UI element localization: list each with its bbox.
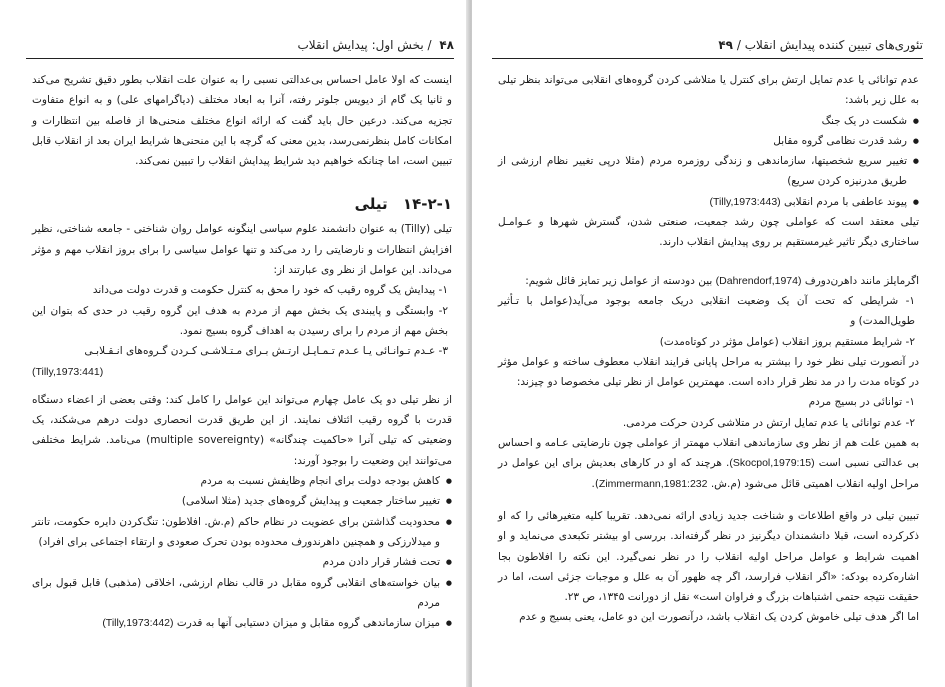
right-paragraph-3: در آنصورت تیلی نظر خود را بیشتر به مراحل پایانی فرایند انقلاب معطوف ساخته و عوامل مؤثر در کوتاه مدت را در مد نظر قرار داده است. مهمترین عوامل از نظر تیلی مخصوصا دو چیزند: xyxy=(498,355,919,389)
section-title: تیلی xyxy=(354,195,388,214)
right-page-body xyxy=(498,70,919,628)
right-paragraph-1: تیلی معتقد است که عواملی چون رشد جمعیت، صنعتی شدن، گسترش شهرها و عـوامـل ساختاری دیگر تاثیر غیرمستقیم بر روی پیدایش انقلاب دارند. xyxy=(498,216,919,249)
factor-type-item: ۲- شرایط مستقیم بروز انقلاب (عوامل مؤثر در کوتاه‌مدت) xyxy=(659,335,915,348)
condition-bullet: ● تحت فشار قرار دادن مردم xyxy=(32,552,452,572)
condition-bullet xyxy=(32,613,452,633)
condition-bullet: ● محدودیت گذاشتن برای عضویت در نظام حاکم (م.ش. افلاطون: تنگ‌کردن دایره حکومت، تانتر و میدلارزکی و همچنین داهرندورف محدوده بودن تحرک صعودی و ارتقاء اجتماعی برای افراد) xyxy=(32,512,452,553)
section-intro-paragraph: تیلی (Tilly) به عنوان دانشمند علوم سیاسی اینگونه عوامل روان شناختی - جامعه شناختی، نظیر افزایش انتظارات و نارضایتی را رد می‌کند و تنها عوامل سیاسی را برای بروز انقلاب مهم و مؤثر می‌داند. این عوامل از نظر وی عبارتند از: xyxy=(32,223,452,277)
right-paragraph-5: تبیین تیلی در واقع اطلاعات و شناخت جدید زیادی ارائه نمی‌دهد. تقریبا کلیه متغیرهائی را که او ذکرکرده است، قبلا دانشمندان دیگرنیز در نظر گرفته‌اند. بررسی او بیشتر تکبعدی می‌نماید و او اهمیت شرایط و عوامل مراحل اولیه انقلاب را در نظر نمی‌گیرد. این نکته را افلاطون بجا اشاره‌کرده بودکه: «اگر انقلاب فرارسد، اگر چه ظهور آن به علل و موجبات جزئی است، اما در حقیقت نتیجه حتمی اشتباهات بزرگ و فراوان است» نقل از دورانت ۱۳۴۵، ص ۲۳. xyxy=(498,509,919,604)
right-page-number: ۴۹ xyxy=(718,38,734,52)
key-factor-item: ۲- عدم توانائی یا عدم تمایل ارتش در متلاشی کردن حرکت مردمی. xyxy=(622,416,915,429)
para4-lead: به همین علت هم از نظر وی سازماندهی انقلاب مهمتر از عواملی چون نارضایتی عـامه و احساس بی عدالتی نسبی است xyxy=(498,437,919,470)
factor-item: ۱- پیدایش یک گروه رقیب که خود را محق به کنترل حکومت و قدرت دولت می‌داند xyxy=(92,284,448,297)
factor-type-item: ۱- شرایطی که تحت آن یک وضعیت انقلابی دریک جامعه بوجود می‌آید(عوامل با تـأثیر طویل‌المدت) و xyxy=(498,294,915,328)
skocpol-citation: (Skocpol,1979:15) xyxy=(729,457,815,470)
factor-item: ۲- وابستگی و پایبندی یک بخش مهم از مردم به هدف این گروه رقیب در حدی که بتوان این بخش مهم از مردم را برای رسیدن به اهداف گروه بسیج نمود. xyxy=(32,304,448,337)
cause-bullet: ● تغییر سریع شخصیتها، سازماندهی و زندگی روزمره مردم (مثلا درپی تغییر نظام ارزشی از طریق مدرنیزه کردن سریع) xyxy=(498,151,919,192)
cause-bullet xyxy=(498,192,919,212)
key-factor-item: ۱- توانائی در بسیج مردم xyxy=(808,396,915,409)
left-paragraph-2: از نظر تیلی دو یک عامل چهارم می‌تواند این عوامل را کامل کند: وقتی بعضی از اعضاء دستگاه قدرت با گروه رقیب ائتلاف نمایند. از این طریق قدرت انحصاری دولت درهم می‌شکند، یک وضعیتی که تیلی آنرا «حاکمیت چندگانه» (multiple sovereignty) می‌نامد. شرایط مختلفی می‌توانند این وضعیت را بوجود آورند: xyxy=(32,393,452,467)
condition-bullet: ● کاهش بودجه دولت برای انجام وظایفش نسبت به مردم xyxy=(32,471,452,491)
condition-text: میزان سازماندهی گروه مقابل و میزان دستیابی آنها به قدرت xyxy=(176,617,440,630)
conditions-citation: (Tilly,1973:442) xyxy=(102,617,174,630)
right-paragraph-4 xyxy=(498,433,919,494)
section-number: ۱۴-۲-۱ xyxy=(402,195,452,214)
para4-mid: . هرچند که او در کارهای بعدیش برای این عوامل در مراحل اولیه انقلاب اهمیتی قائل می‌شود (م.ش. xyxy=(498,457,919,490)
right-page-running-title: تئوری‌های تبیین کننده پیدایش انقلاب / xyxy=(736,38,923,52)
cause-bullet: ● شکست در یک جنگ xyxy=(498,111,919,131)
zimmermann-citation: Zimmermann,1981:232 xyxy=(598,477,708,490)
left-intro-paragraph: اینست که اولا عامل احساس بی‌عدالتی نسبی را به عنوان علت انقلاب بطور دقیق تشریح می‌کند و ثانیا یک گام از دیویس جلوتر رفته، آنرا به ابعاد مختلف (دیاگرامهای علی) و به انواع متفاوت تجزیه می‌کند. درعین حال باید گفت که ارائه انواع مختلف منحنی‌ها از فاصله بین انتظارات و امکانات کامل بنظرنمی‌رسد، بدین معنی که گرچه با این منحنی‌ها شرایط ایران بعد از انقلاب قابل تبیین است، اما چنانکه خواهیم دید شرایط پیدایش انقلاب را تبیین نمی‌کند. xyxy=(32,74,452,168)
right-page-header xyxy=(492,38,923,59)
left-page-body xyxy=(32,70,452,633)
cause-text: پیوند عاطفی با مردم انقلابی xyxy=(784,195,907,208)
factor-item: ۳- عـدم تـوانـائی یـا عـدم تـمـایـل ارتـش بـرای مـتـلاشـی کـردن گـروه‌های انـقـلابـی xyxy=(84,345,448,358)
dahrendorf-citation: (Dahrendorf,1974) xyxy=(715,274,802,287)
para2-lead: اگرمایلز مانند داهرن‌دورف xyxy=(804,274,919,287)
para4-end: ). xyxy=(591,477,599,490)
right-page xyxy=(472,0,945,687)
condition-bullet: ● تغییر ساختار جمعیت و پیدایش گروه‌های جدید (مثلا اسلامی) xyxy=(32,491,452,511)
right-paragraph-6: اما اگر هدف تیلی خاموش کردن یک انقلاب باشد، درآنصورت این دو عامل، یعنی بسیج و عدم xyxy=(519,611,919,624)
left-page-header xyxy=(26,38,454,59)
factors-citation: (Tilly,1973:441) xyxy=(32,365,104,378)
causes-citation: (Tilly,1973:443) xyxy=(709,195,781,208)
para2-tail: بین دودسته از عوامل زیر تمایز قائل شویم: xyxy=(525,274,713,287)
left-page-running-title: / بخش اول: پیدایش انقلاب xyxy=(297,38,432,52)
cause-bullet: ● رشد قدرت نظامی گروه مقابل xyxy=(498,131,919,151)
left-page xyxy=(0,0,472,687)
condition-bullet: ● بیان خواسته‌های انقلابی گروه مقابل در قالب نظام ارزشی، اخلاقی (مذهبی) قابل قبول برای مردم xyxy=(32,573,452,614)
right-paragraph-2 xyxy=(498,271,919,291)
section-heading xyxy=(32,191,452,217)
left-page-number: ۴۸ xyxy=(439,38,454,52)
right-intro-paragraph: عدم توانائی یا عدم تمایل ارتش برای کنترل یا متلاشی کردن گروه‌های انقلابی می‌تواند بنظر تیلی به علل زیر باشد: xyxy=(498,74,919,107)
